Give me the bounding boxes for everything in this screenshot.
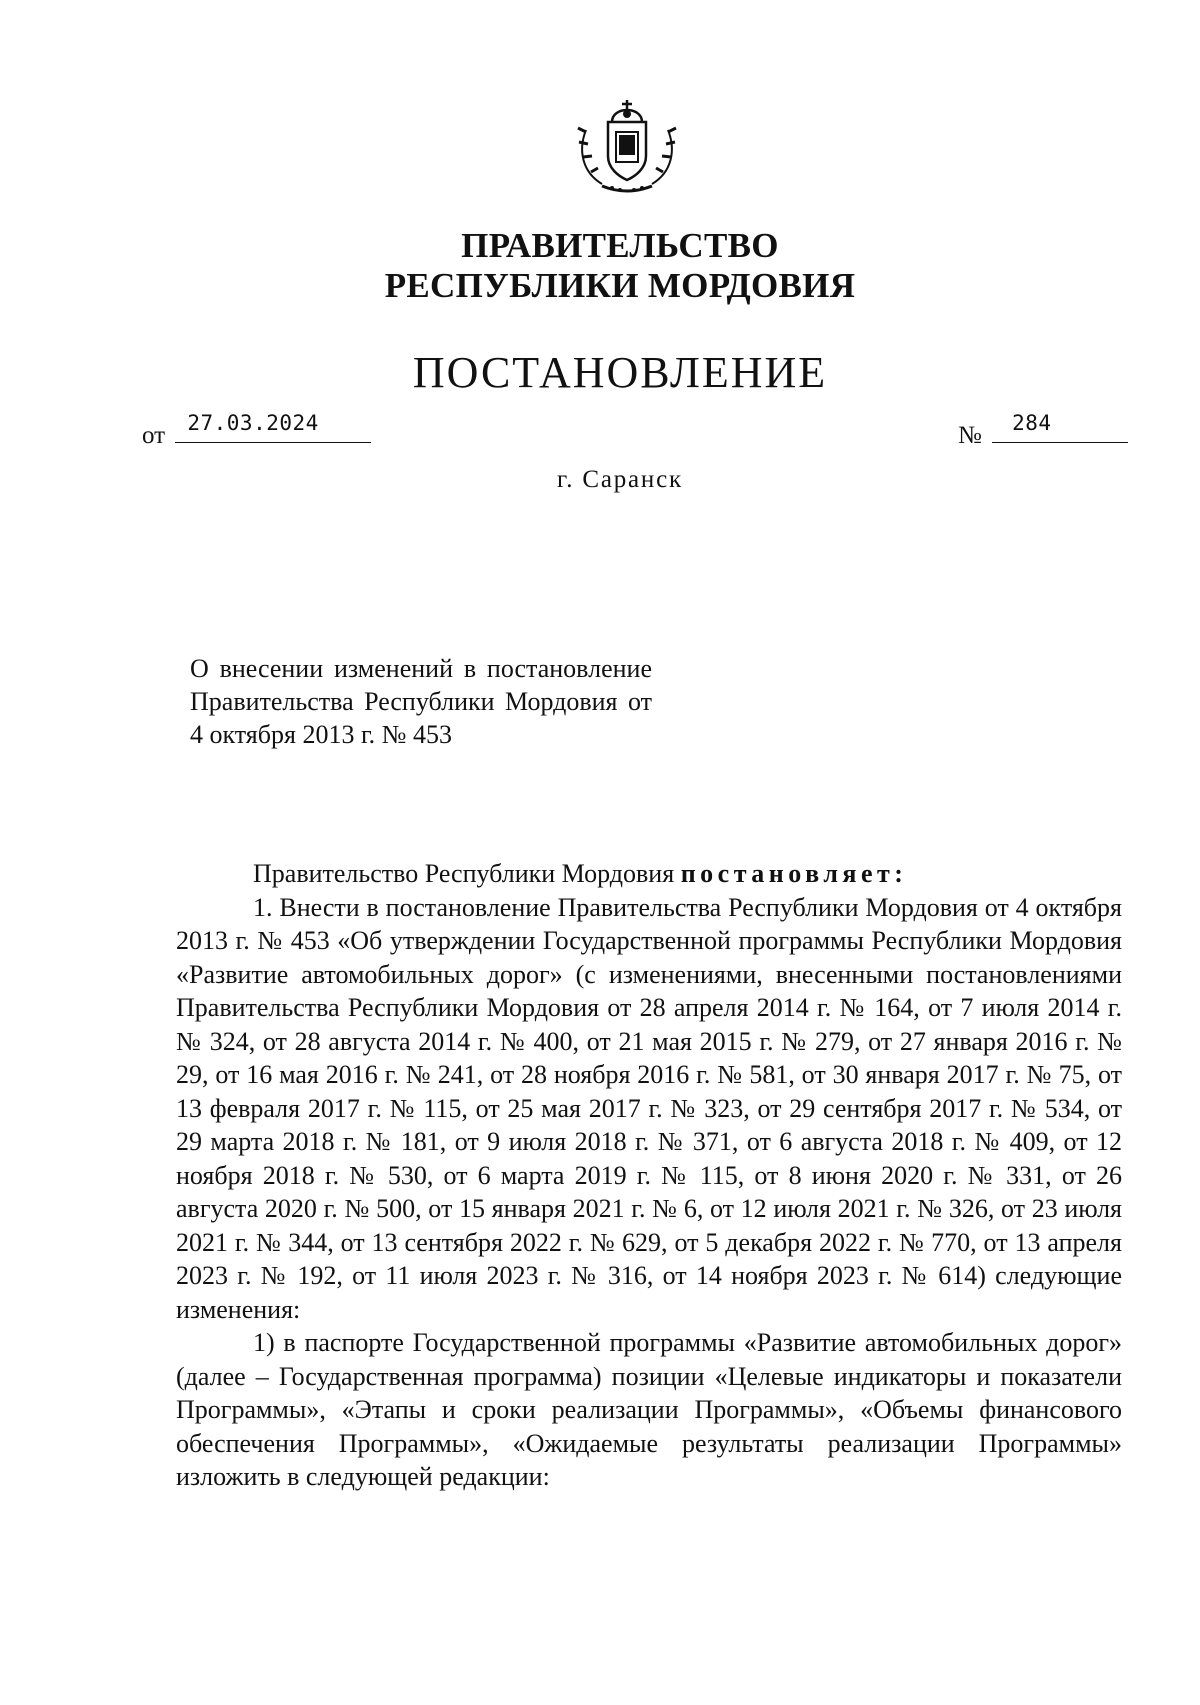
organization-name-line1: ПРАВИТЕЛЬСТВО <box>461 226 779 265</box>
document-type-title: ПОСТАНОВЛЕНИЕ <box>412 348 828 397</box>
document-subject: О внесении изменений в постановление Правительства Республики Мордовия от 4 октября 2013 г. № 453 <box>190 654 652 749</box>
document-body <box>176 857 1122 1494</box>
number-field <box>992 411 1128 443</box>
number-prefix: № <box>958 422 982 449</box>
date-line <box>142 411 371 451</box>
number-value: 284 <box>1012 411 1052 435</box>
intro-decree: постановляет: <box>680 859 908 888</box>
date-prefix: от <box>142 422 166 449</box>
number-line <box>958 411 1128 451</box>
city-name: г. Саранск <box>557 466 683 493</box>
organization-name-line2: РЕСПУБЛИКИ МОРДОВИЯ <box>384 266 856 305</box>
coat-of-arms-emblem <box>572 92 682 196</box>
intro-line <box>176 857 1122 891</box>
paragraph-2: 1) в паспорте Государственной программы «Развитие автомобильных дорог» (далее – Государственная программа) позиции «Целевые индикаторы и показатели Программы», «Этапы и сроки реализации Программы», «Объемы финансового обеспечения Программы», «Ожидаемые результаты реализации Программы» изложить в следующей редакции: <box>176 1328 1122 1491</box>
intro-lead: Правительство Республики Мордовия <box>253 859 681 888</box>
paragraph-1: 1. Внести в постановление Правительства Республики Мордовия от 4 октября 2013 г. № 453 «Об утверждении Государственной программы Республики Мордовия «Развитие автомобильных дорог» (с изменениями, внесенными постановлениями Правительства Республики Мордовия от 28 апреля 2014 г. № 164, от 7 июля 2014 г. № 324, от 28 августа 2014 г. № 400, от 21 мая 2015 г. № 279, от 27 января 2016 г. № 29, от 16 мая 2016 г. № 241, от 28 ноября 2016 г. № 581, от 30 января 2017 г. № 75, от 13 февраля 2017 г. № 115, от 25 мая 2017 г. № 323, от 29 сентября 2017 г. № 534, от 29 марта 2018 г. № 181, от 9 июля 2018 г. № 371, от 6 августа 2018 г. № 409, от 12 ноября 2018 г. № 530, от 6 марта 2019 г. № 115, от 8 июня 2020 г. № 331, от 26 августа 2020 г. № 500, от 15 января 2021 г. № 6, от 12 июля 2021 г. № 326, от 23 июля 2021 г. № 344, от 13 сентября 2022 г. № 629, от 5 декабря 2022 г. № 770, от 13 апреля 2023 г. № 192, от 11 июля 2023 г. № 316, от 14 ноября 2023 г. № 614) следующие изменения: <box>176 892 1122 1324</box>
date-value: 27.03.2024 <box>187 411 319 435</box>
date-field <box>175 411 371 443</box>
